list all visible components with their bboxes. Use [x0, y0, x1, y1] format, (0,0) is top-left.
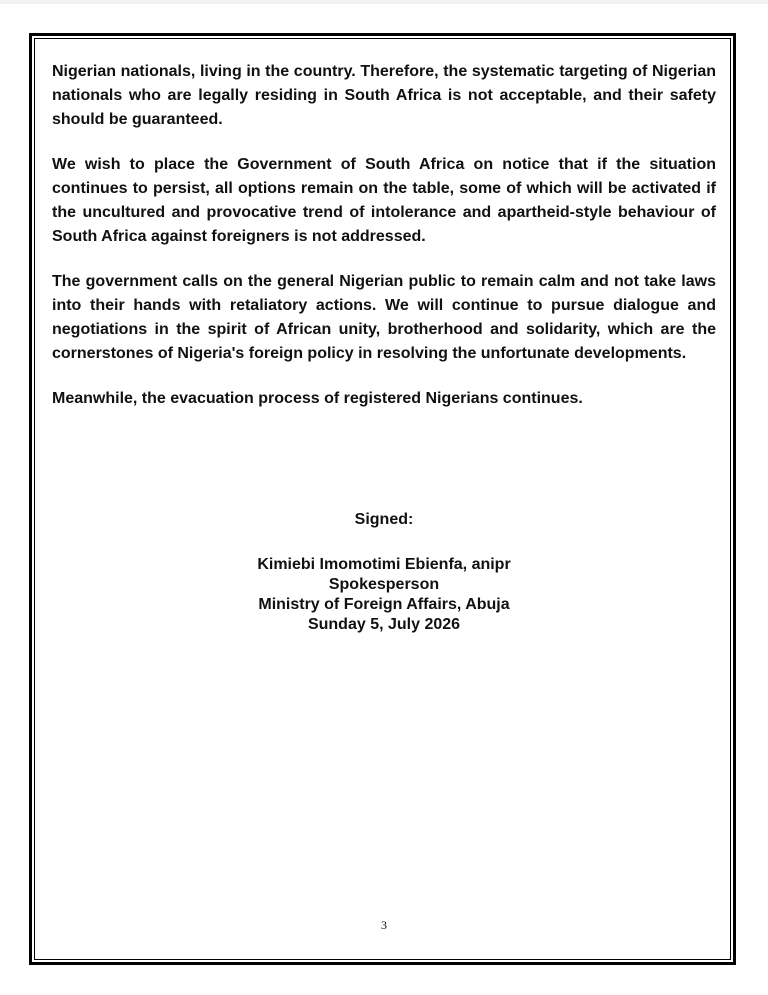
statement-body	[52, 60, 716, 432]
top-edge-strip	[0, 0, 768, 4]
paragraph-evacuation: Meanwhile, the evacuation process of registered Nigerians continues.	[52, 390, 583, 407]
paragraph-call-for-calm: The government calls on the general Nigerian public to remain calm and not take laws into their hands with retaliatory actions. We will continue to pursue dialogue and negotiations in the spirit of African unity, brotherhood and solidarity, which are the cornerstones of Nigeria's foreign policy in resolving the unfortunate developments.	[52, 273, 716, 362]
signatory-organization: Ministry of Foreign Affairs, Abuja	[258, 596, 510, 613]
paragraph-nationals-safety: Nigerian nationals, living in the country. Therefore, the systematic targeting of Nigerian nationals who are legally residing in South Africa is not acceptable, and their safety should be guaranteed.	[52, 63, 716, 128]
signatory-title: Spokesperson	[328, 576, 440, 593]
signatory-name: Kimiebi Imomotimi Ebienfa, anipr	[257, 556, 511, 573]
paragraph-notice-to-government: We wish to place the Government of South Africa on notice that if the situation continues to persist, all options remain on the table, some of which will be activated if the uncultured and provocative trend of intolerance and apartheid-style behaviour of South Africa against foreigners is not addressed.	[52, 156, 716, 245]
signed-label: Signed:	[354, 511, 414, 528]
statement-date: Sunday 5, July 2026	[307, 616, 461, 633]
page-number: 3	[381, 918, 387, 932]
signature-block	[52, 555, 716, 635]
